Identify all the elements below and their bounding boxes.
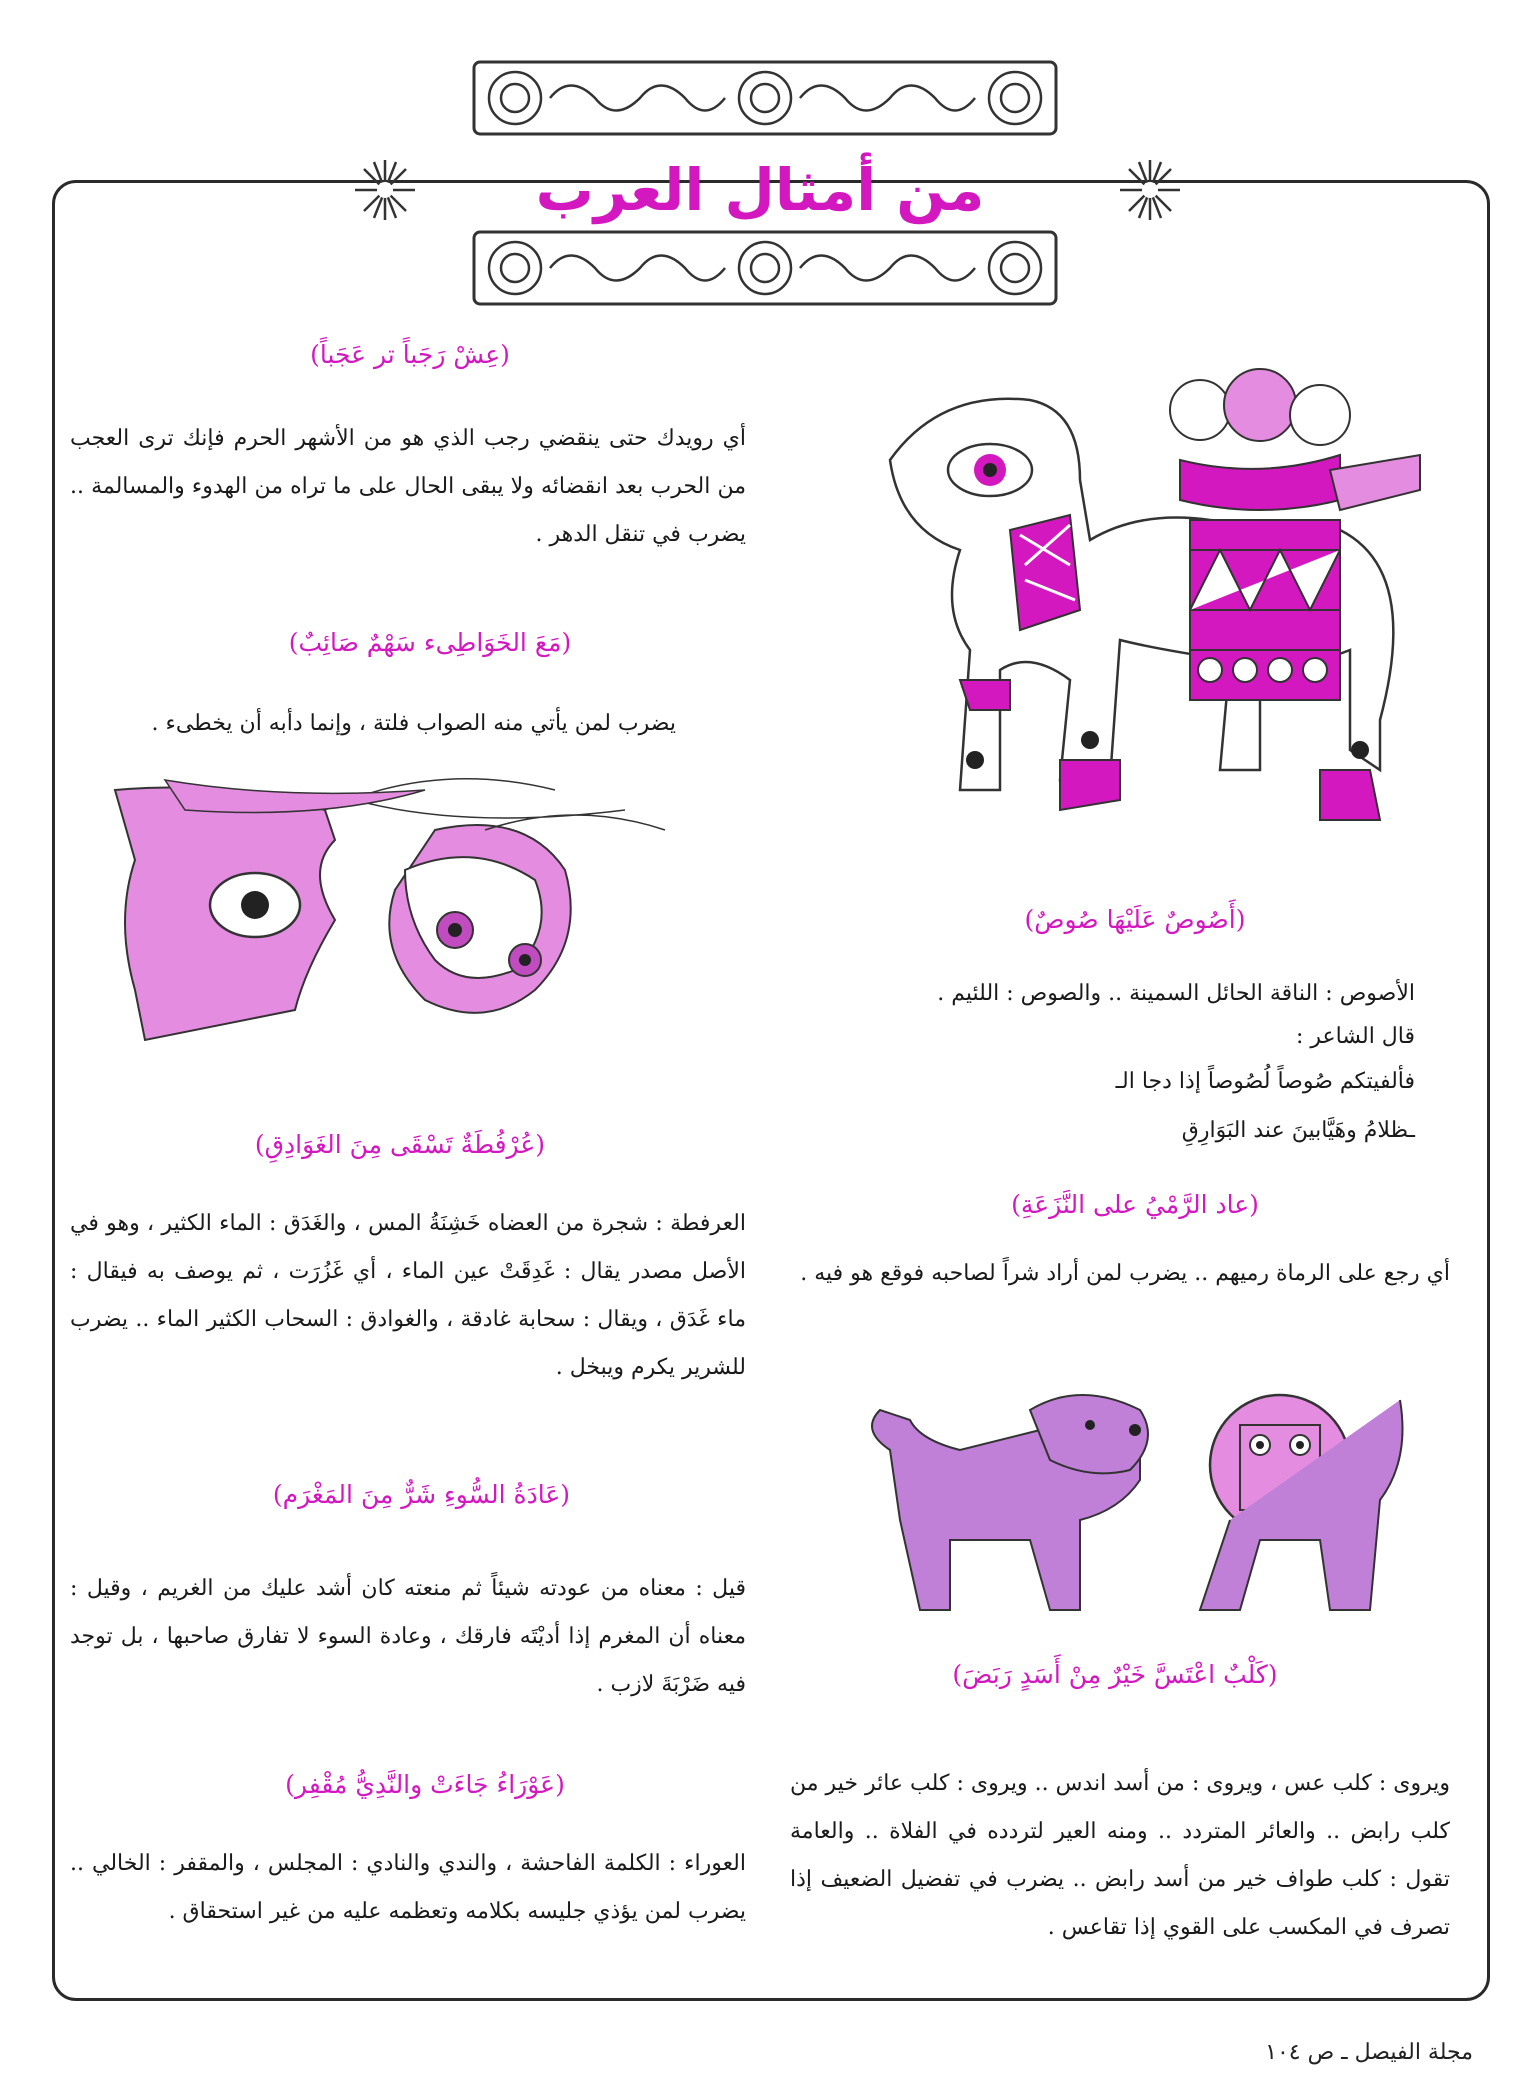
faces-illustration: [105, 770, 680, 1060]
right-body-2: أي رجع على الرماة رميهم .. يضرب لمن أراد شراً لصاحبه فوقع هو فيه .: [800, 1261, 1450, 1286]
left-body-4: قيل : معناه من عودته شيئاً ثم منعته كان أشد عليك من الغريم ، وقيل : معناه أن المغرم إذا أديْتَه فارقك ، وعادة السوء لا تفارق صاحبها ، بل توجد فيه ضَرْبَةَ لازب .: [70, 1576, 746, 1697]
right-body-1-line2: قال الشاعر :: [1295, 1024, 1415, 1049]
right-starburst-icon: [1115, 155, 1185, 225]
right-heading-3: (كَلْبٌ اعْتَسَّ خَيْرٌ مِنْ أَسَدٍ رَبَضَ): [952, 1660, 1278, 1689]
right-body-3: ويروى : كلب عس ، ويروى : من أسد اندس .. ويروى : كلب عائر خير من كلب رابض .. والعائر المتردد .. ومنه العير لتردده في الفلاة .. والعامة تقول : كلب طواف خير من أسد رابض .. يضرب في تفضيل الضعيف إذا تصرف في المكسب على القوي إذا تقاعس .: [790, 1771, 1450, 1940]
left-body-5: العوراء : الكلمة الفاحشة ، والندي والنادي : المجلس ، والمقفر : الخالي .. يضرب لمن يؤذي جليسه بكلامه وتعظمه عليه من غير استحقاق .: [70, 1851, 746, 1924]
right-heading-1: (أَصُوصٌ عَلَيْهَا صُوصٌ): [1024, 905, 1246, 934]
left-body-2: يضرب لمن يأتي منه الصواب فلتة ، وإنما دأبه أن يخطىء .: [151, 711, 676, 736]
left-body-1: أي رويدك حتى ينقضي رجب الذي هو من الأشهر الحرم فإنك ترى العجب من الحرب بعد انقضائه ولا يبقى الحال على ما تراه من الهدوء والمسالمة .. يضرب في تنقل الدهر .: [70, 426, 746, 547]
left-heading-1: (عِشْ رَجَباً تر عَجَباً): [310, 340, 510, 369]
page-footer: مجلة الفيصل ـ ص ١٠٤: [1265, 2040, 1473, 2065]
right-heading-2: (عاد الرَّمْيُ على النَّزَعَةِ): [1011, 1190, 1259, 1219]
top-ornament: [470, 58, 1060, 138]
right-verse-1: فألفيتكم صُوصاً لُصُوصاً إذا دجا الـ: [1115, 1069, 1415, 1094]
dog-lion-illustration: [860, 1370, 1440, 1640]
right-body-1-line1: الأصوص : الناقة الحائل السمينة .. والصوص : اللئيم .: [937, 981, 1415, 1006]
left-heading-2: (مَعَ الخَوَاطِىء سَهْمٌ صَائِبٌ): [288, 628, 572, 657]
camel-illustration: [880, 350, 1440, 860]
left-heading-4: (عَادَةُ السُّوءِ شَرٌّ مِنَ المَغْرَم): [272, 1480, 570, 1509]
page-title: من أمثال العرب: [535, 156, 985, 224]
left-body-3: العرفطة : شجرة من العضاه خَشِنَةُ المس ، والغَدَق : الماء الكثير ، وهو في الأصل مصدر يقال : غَدِقَتْ عين الماء ، أي غَزُرَت ، ثم يوصف به فيقال : ماء غَدَق ، ويقال : سحابة غادقة ، والغوادق : السحاب الكثير الماء .. يضرب للشرير يكرم ويبخل .: [70, 1211, 746, 1380]
left-heading-5: (عَوْرَاءُ جَاءَتْ والنَّدِيُّ مُقْفِر): [285, 1770, 565, 1799]
left-heading-3: (عُرْفُطَةٌ تَسْقَى مِنَ الغَوَادِقِ): [254, 1130, 545, 1159]
right-verse-2: ـظلامُ وهَيَّابينَ عند البَوَارِقِ: [1181, 1118, 1415, 1143]
left-starburst-icon: [350, 155, 420, 225]
